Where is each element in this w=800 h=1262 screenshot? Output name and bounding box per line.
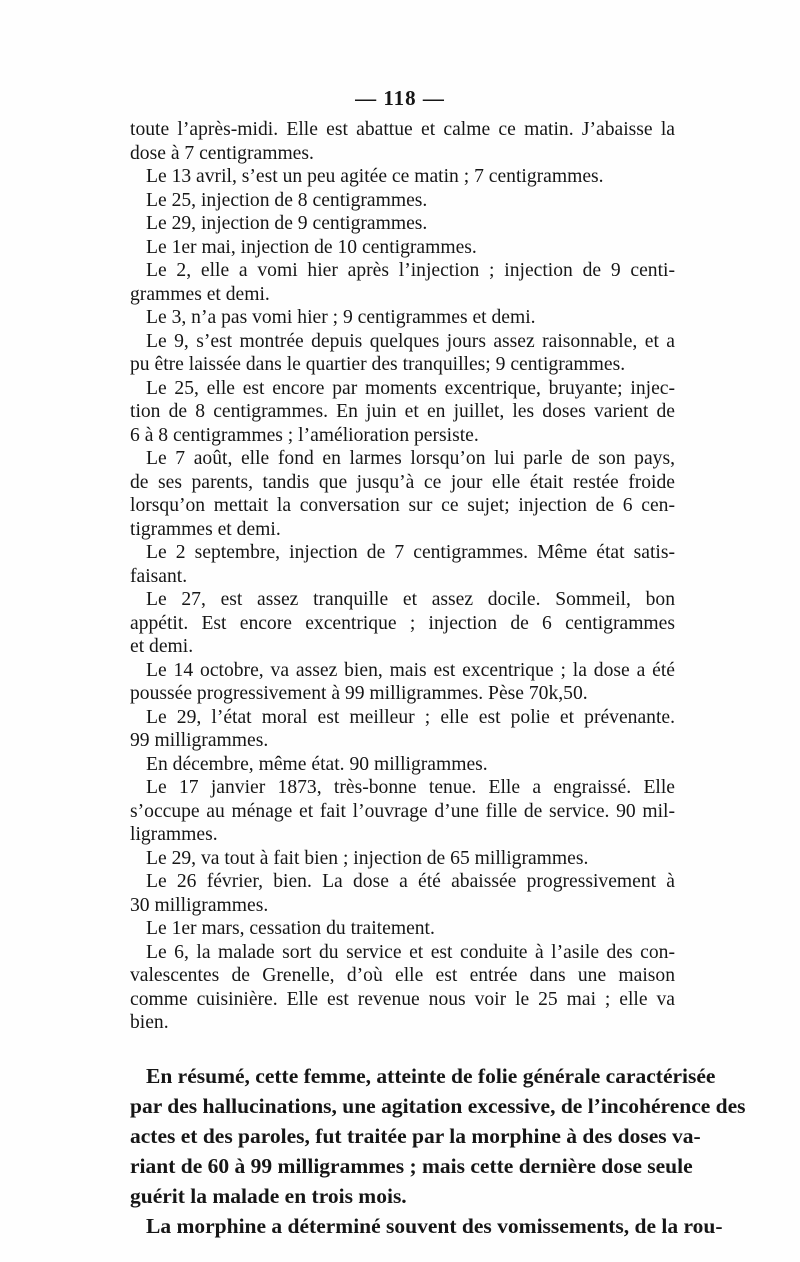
summary-line: La morphine a déterminé souvent des vomissements, de la rou- <box>146 1213 723 1238</box>
summary-line: par des hallucinations, une agitation excessive, de l’incohérence des <box>130 1093 746 1118</box>
case-notes-line: Le 1er mars, cessation du traitement. <box>146 918 435 939</box>
case-notes-line: ligrammes. <box>130 824 218 845</box>
case-notes-line: 6 à 8 centigrammes ; l’amélioration persiste. <box>130 424 479 446</box>
case-notes-line: valescentes de Grenelle, d’où elle est entrée dans une maison <box>130 965 675 986</box>
case-notes-line: Le 6, la malade sort du service et est conduite à l’asile des con- <box>146 941 675 963</box>
case-notes-line: Le 29, va tout à fait bien ; injection de 65 milligrammes. <box>146 847 589 869</box>
case-notes-line: Le 25, elle est encore par moments excentrique, bruyante; injec- <box>146 377 675 399</box>
case-notes-line: Le 29, injection de 9 centigrammes. <box>146 213 428 234</box>
case-notes-line: tigrammes et demi. <box>130 518 281 540</box>
case-notes-line: de ses parents, tandis que jusqu’à ce jour elle était restée froide <box>130 471 675 493</box>
case-notes-line: Le 27, est assez tranquille et assez docile. Sommeil, bon <box>146 589 675 610</box>
case-notes-line: Le 3, n’a pas vomi hier ; 9 centigrammes et demi. <box>146 307 536 328</box>
summary-line: guérit la malade en trois mois. <box>130 1183 407 1208</box>
summary-line: En résumé, cette femme, atteinte de folie générale caractérisée <box>146 1063 716 1088</box>
case-notes-line: grammes et demi. <box>130 283 270 305</box>
case-notes-line: pu être laissée dans le quartier des tranquilles; 9 centigrammes. <box>130 354 626 375</box>
case-notes-line: Le 14 octobre, va assez bien, mais est excentrique ; la dose a été <box>146 659 675 681</box>
case-notes-line: bien. <box>130 1012 169 1033</box>
case-notes-line: Le 7 août, elle fond en larmes lorsqu’on lui parle de son pays, <box>146 448 675 469</box>
summary-line: riant de 60 à 99 milligrammes ; mais cette dernière dose seule <box>130 1153 693 1178</box>
case-notes-line: Le 9, s’est montrée depuis quelques jours assez raisonnable, et a <box>146 330 675 352</box>
summary-line: actes et des paroles, fut traitée par la morphine à des doses va- <box>130 1123 701 1148</box>
case-notes-line: Le 26 février, bien. La dose a été abaissée progressivement à <box>146 871 675 892</box>
case-notes-line: et demi. <box>130 636 194 657</box>
case-notes-line: Le 2, elle a vomi hier après l’injection ; injection de 9 centi- <box>146 260 675 281</box>
case-notes-line: faisant. <box>130 565 188 587</box>
case-notes-line: Le 2 septembre, injection de 7 centigrammes. Même état satis- <box>146 542 675 563</box>
case-notes-line: 30 milligrammes. <box>130 894 269 916</box>
case-notes-line: s’occupe au ménage et fait l’ouvrage d’une fille de service. 90 mil- <box>130 800 675 822</box>
case-notes-line: comme cuisinière. Elle est revenue nous voir le 25 mai ; elle va <box>130 988 675 1010</box>
case-notes <box>130 118 675 1035</box>
page-body <box>130 118 746 1241</box>
case-notes-line: Le 1er mai, injection de 10 centigrammes. <box>146 236 477 258</box>
case-notes-line: appétit. Est encore excentrique ; injection de 6 centigrammes <box>130 612 675 634</box>
page-number: — 118 — <box>355 86 445 110</box>
case-notes-line: toute l’après-midi. Elle est abattue et calme ce matin. J’abaisse la <box>130 119 675 140</box>
case-notes-line: dose à 7 centigrammes. <box>130 142 314 164</box>
case-notes-line: Le 13 avril, s’est un peu agitée ce matin ; 7 centigrammes. <box>146 166 604 187</box>
case-notes-line: poussée progressivement à 99 milligrammes. Pèse 70k,50. <box>130 683 588 704</box>
case-notes-line: Le 25, injection de 8 centigrammes. <box>146 189 428 211</box>
case-notes-line: lorsqu’on mettait la conversation sur ce sujet; injection de 6 cen- <box>130 495 675 516</box>
case-notes-line: En décembre, même état. 90 milligrammes. <box>146 753 488 775</box>
case-notes-line: 99 milligrammes. <box>130 730 269 751</box>
case-notes-line: Le 29, l’état moral est meilleur ; elle est polie et prévenante. <box>146 706 675 728</box>
paragraph-spacer <box>130 1035 675 1061</box>
case-summary <box>130 1061 746 1241</box>
case-notes-line: tion de 8 centigrammes. En juin et en juillet, les doses varient de <box>130 401 675 422</box>
case-notes-line: Le 17 janvier 1873, très-bonne tenue. Elle a engraissé. Elle <box>146 777 675 798</box>
